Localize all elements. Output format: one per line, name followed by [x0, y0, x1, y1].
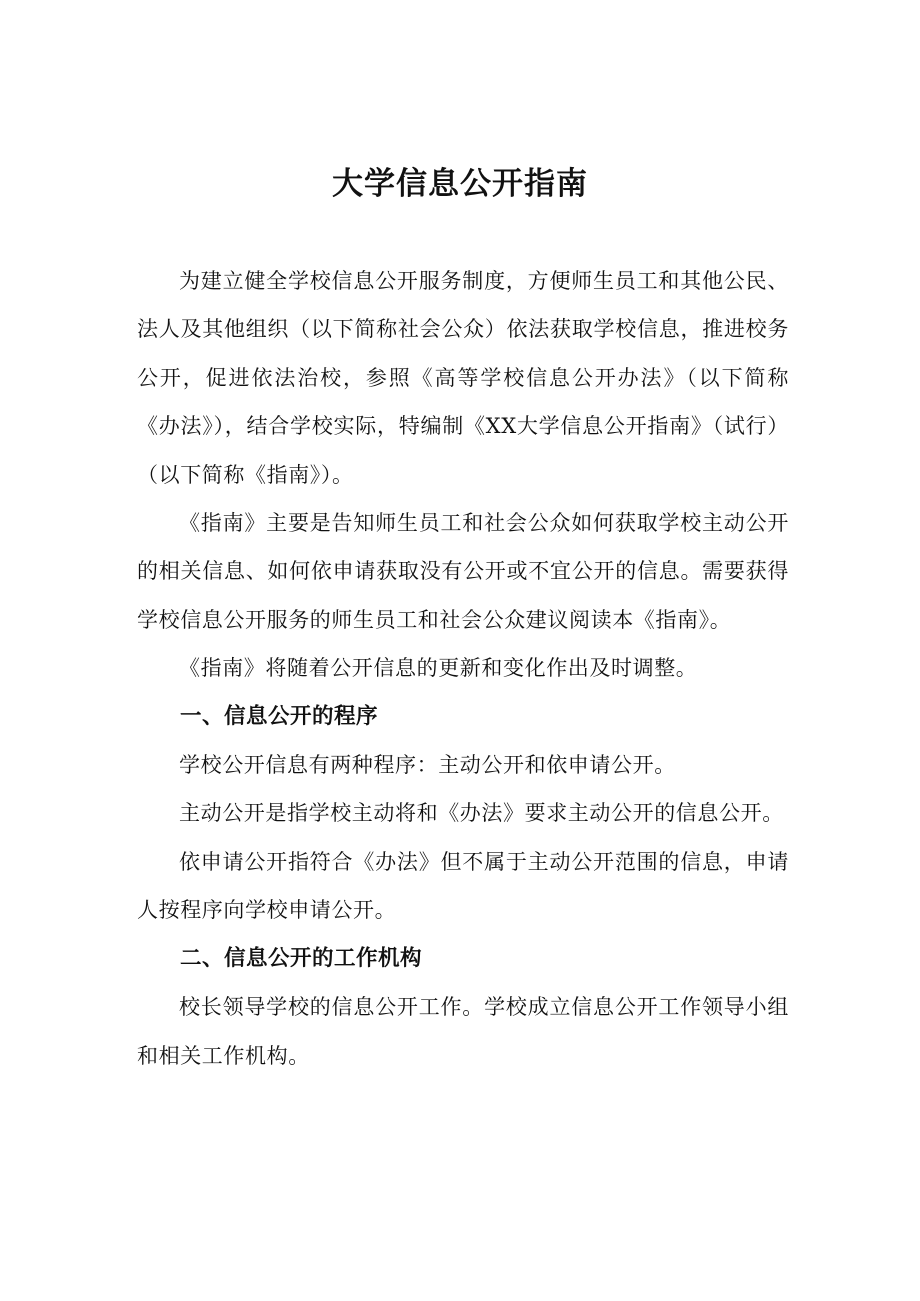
active-disclosure-paragraph: 主动公开是指学校主动将和《办法》要求主动公开的信息公开。	[179, 801, 784, 826]
intro-paragraph: 为建立健全学校信息公开服务制度，方便师生员工和其他公民、法人及其他组织（以下简称社会公众）依法获取学校信息，推进校务公开，促进依法治校，参照《高等学校信息公开办法》（以下简称《办法》），结合学校实际，特编制《XX大学信息公开指南》（试行）（以下简称《指南》）。	[137, 269, 789, 487]
section-heading-organization: 二、信息公开的工作机构	[180, 945, 423, 971]
section-heading-procedure: 一、信息公开的程序	[180, 703, 379, 729]
request-disclosure-paragraph: 依申请公开指符合《办法》但不属于主动公开范围的信息，申请人按程序向学校申请公开。	[137, 849, 789, 923]
organization-paragraph: 校长领导学校的信息公开工作。学校成立信息公开工作领导小组和相关工作机构。	[137, 995, 789, 1068]
guide-purpose-paragraph: 《指南》主要是告知师生员工和社会公众如何获取学校主动公开的相关信息、如何依申请获取没有公开或不宜公开的信息。需要获得学校信息公开服务的师生员工和社会公众建议阅读本《指南》。	[137, 511, 789, 632]
document-title: 大学信息公开指南	[332, 166, 588, 202]
guide-update-paragraph: 《指南》将随着公开信息的更新和变化作出及时调整。	[179, 656, 698, 681]
procedure-paragraph: 学校公开信息有两种程序：主动公开和依申请公开。	[179, 753, 676, 778]
document-body	[137, 257, 789, 1080]
